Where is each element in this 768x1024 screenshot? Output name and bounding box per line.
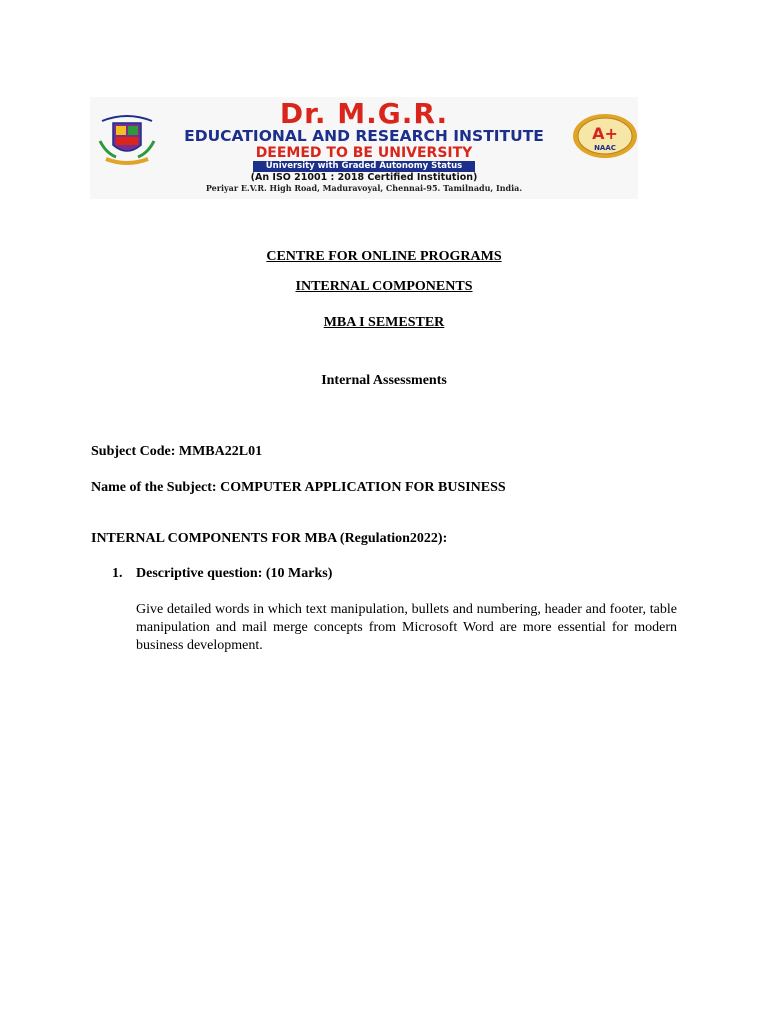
centre-title: CENTRE FOR ONLINE PROGRAMS <box>266 249 502 264</box>
iso-certification-line: (An ISO 21001 : 2018 Certified Institution) <box>250 172 478 183</box>
question-heading: Descriptive question: (10 Marks) <box>136 566 333 581</box>
institution-letterhead <box>90 97 638 199</box>
semester-title: MBA I SEMESTER <box>323 315 445 330</box>
question-number: 1. <box>112 566 123 581</box>
university-emblem-icon <box>96 111 158 167</box>
autonomy-status-banner: University with Graded Autonomy Status <box>253 161 475 172</box>
naac-grade: A+ <box>592 124 618 143</box>
naac-label: NAAC <box>594 144 616 152</box>
assessments-title: Internal Assessments <box>321 373 447 388</box>
deemed-university-line: DEEMED TO BE UNIVERSITY <box>255 145 473 161</box>
subject-name: Name of the Subject: COMPUTER APPLICATION FOR BUSINESS <box>91 480 506 495</box>
naac-badge-icon <box>572 113 638 159</box>
institution-name: Dr. M.G.R. <box>279 97 449 130</box>
subject-code: Subject Code: MMBA22L01 <box>91 444 263 459</box>
question-body: Give detailed words in which text manipulation, bullets and numbering, header and footer, table manipulation and mail merge concepts from Microsoft Word are more essential for modern business development. <box>136 602 677 653</box>
institution-full-name: EDUCATIONAL AND RESEARCH INSTITUTE <box>184 127 544 145</box>
components-heading: INTERNAL COMPONENTS FOR MBA (Regulation2022): <box>91 531 448 546</box>
institution-address: Periyar E.V.R. High Road, Maduravoyal, Chennai-95. Tamilnadu, India. <box>205 183 523 193</box>
components-title: INTERNAL COMPONENTS <box>295 279 473 294</box>
